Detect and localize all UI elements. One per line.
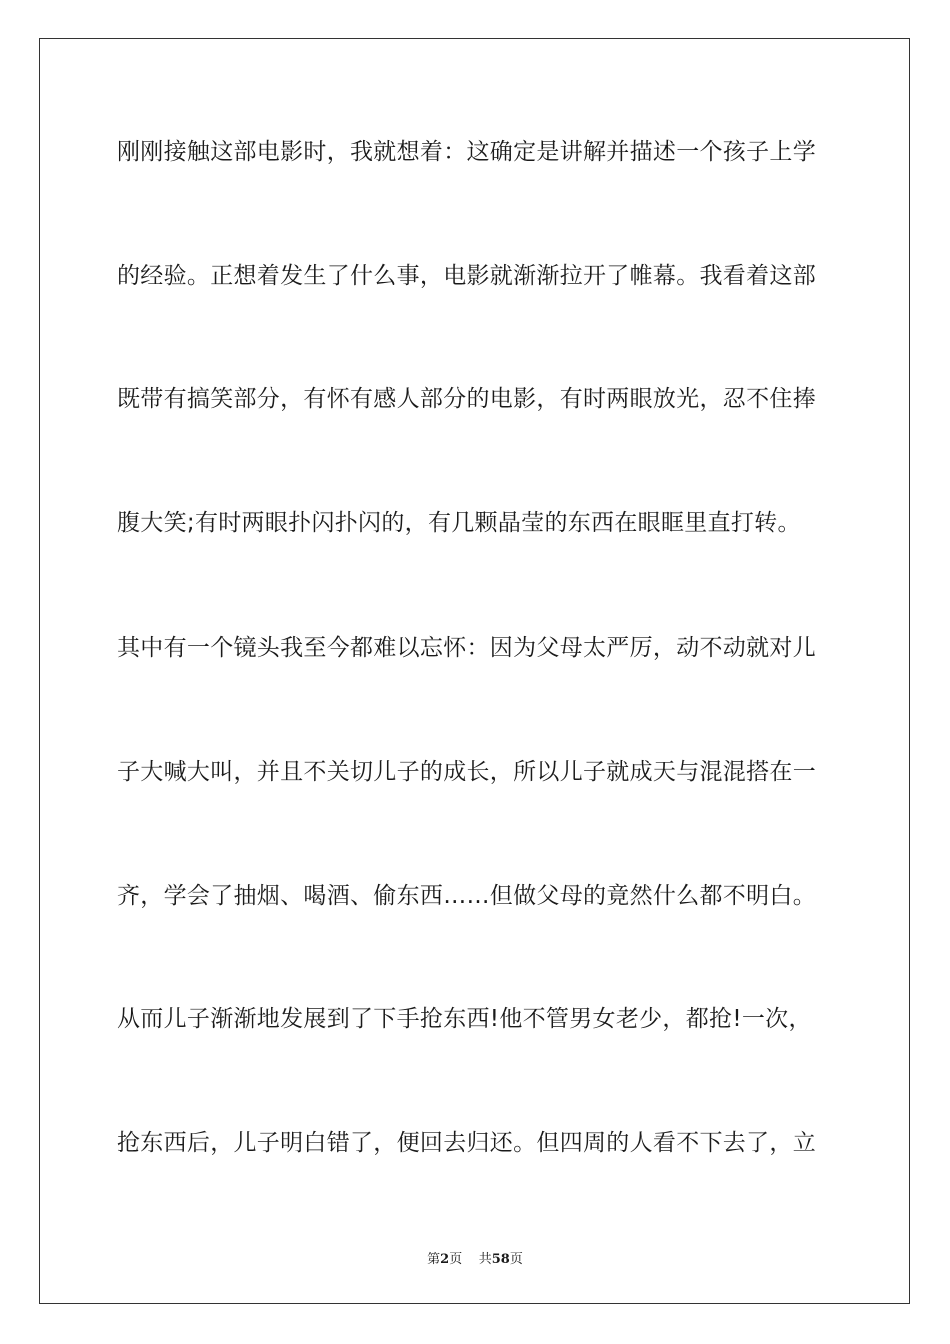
body-line-5: 其中有一个镜头我至今都难以忘怀：因为父母太严厉，动不动就对儿 bbox=[117, 635, 816, 661]
page-footer bbox=[0, 1248, 950, 1267]
footer-total-pages: 58 bbox=[491, 1252, 510, 1267]
body-line-1: 刚刚接触这部电影时，我就想着：这确定是讲解并描述一个孩子上学 bbox=[117, 139, 816, 165]
body-line-7: 齐，学会了抽烟、喝酒、偷东西……但做父母的竟然什么都不明白。 bbox=[117, 883, 816, 909]
body-line-8: 从而儿子渐渐地发展到了下手抢东西!他不管男女老少，都抢!一次， bbox=[117, 1006, 812, 1032]
footer-total-suffix: 页 bbox=[509, 1252, 523, 1267]
body-line-2: 的经验。正想着发生了什么事，电影就渐渐拉开了帷幕。我看着这部 bbox=[117, 263, 816, 289]
body-line-6: 子大喊大叫，并且不关切儿子的成长，所以儿子就成天与混混搭在一 bbox=[117, 759, 816, 785]
footer-page-suffix: 页 bbox=[449, 1252, 463, 1267]
page-frame bbox=[39, 38, 910, 1304]
body-line-9: 抢东西后，儿子明白错了，便回去归还。但四周的人看不下去了，立 bbox=[117, 1130, 816, 1156]
footer-total-prefix: 共 bbox=[478, 1252, 492, 1267]
body-line-3: 既带有搞笑部分，有怀有感人部分的电影，有时两眼放光，忍不住捧 bbox=[117, 386, 816, 412]
footer-page-prefix: 第 bbox=[427, 1252, 441, 1267]
footer-page-number: 2 bbox=[440, 1252, 450, 1267]
body-line-4: 腹大笑;有时两眼扑闪扑闪的，有几颗晶莹的东西在眼眶里直打转。 bbox=[117, 510, 801, 536]
